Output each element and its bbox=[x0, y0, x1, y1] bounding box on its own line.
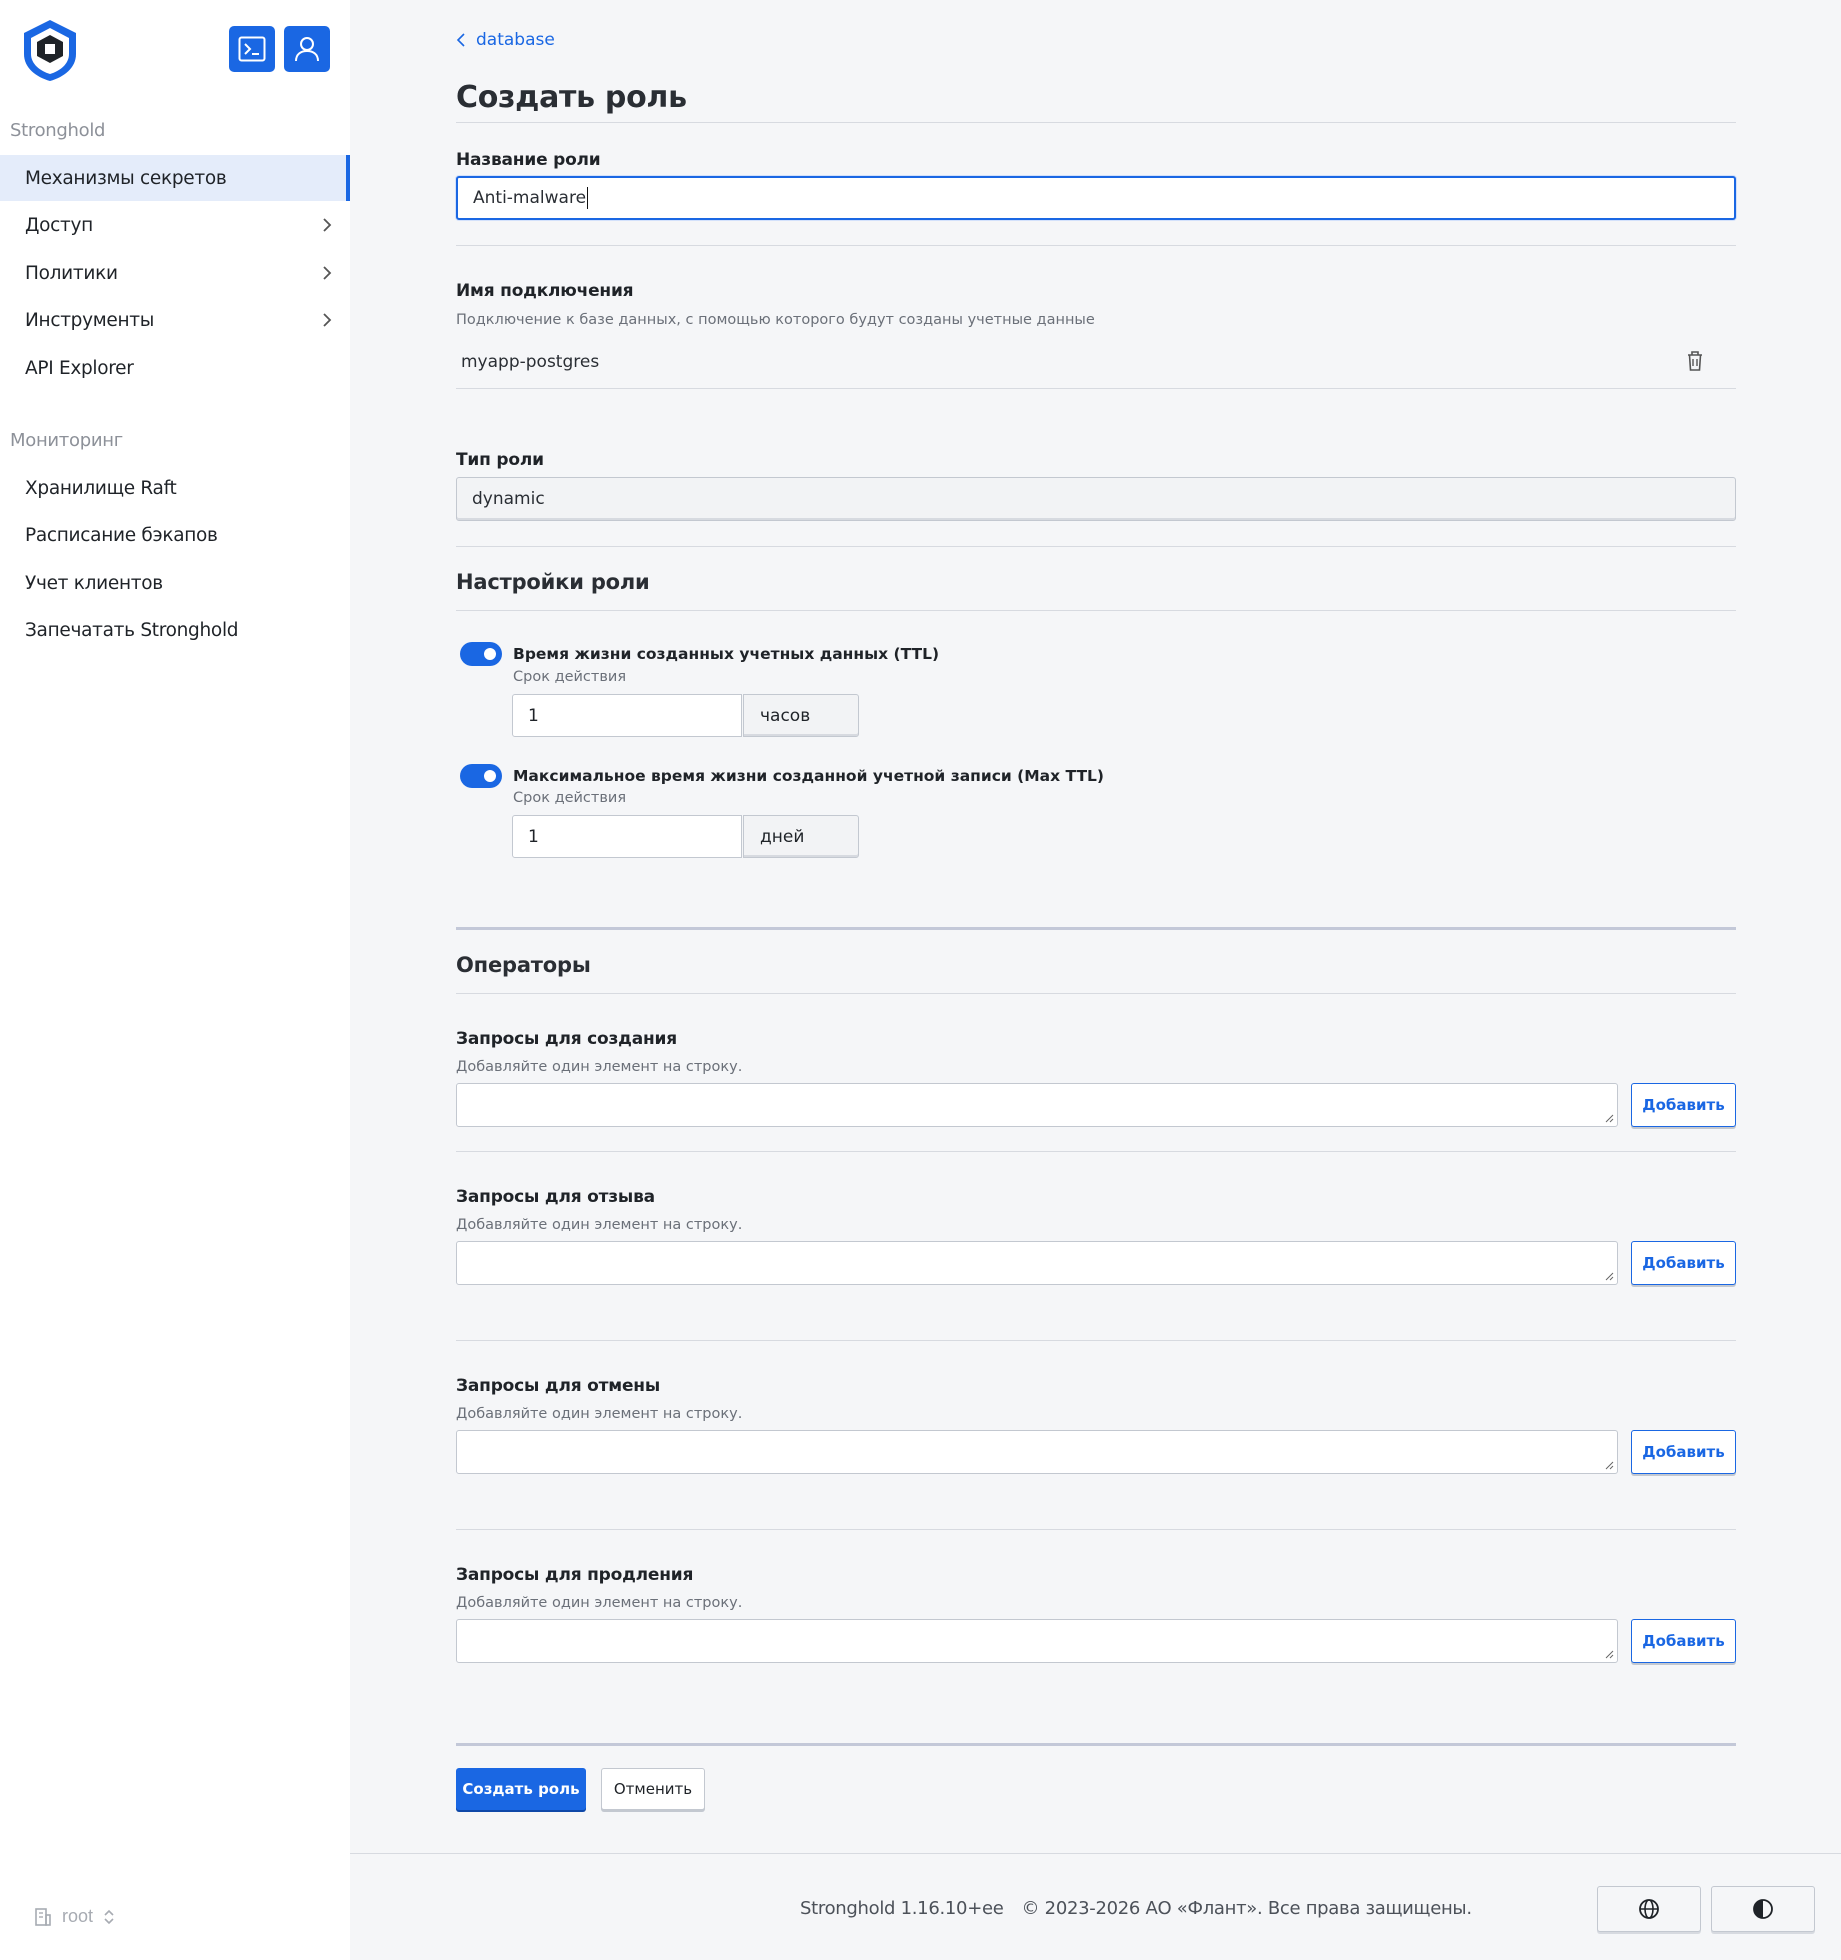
max-ttl-label: Максимальное время жизни созданной учетной записи (Max TTL) bbox=[513, 767, 1104, 785]
cancel-button[interactable]: Отменить bbox=[601, 1768, 705, 1810]
renew-statements-help: Добавляйте один элемент на строку. bbox=[456, 1595, 743, 1611]
rollback-statements-help: Добавляйте один элемент на строку. bbox=[456, 1406, 743, 1422]
rollback-statements-textarea[interactable] bbox=[456, 1430, 1618, 1474]
revocation-statements-help: Добавляйте один элемент на строку. bbox=[456, 1217, 743, 1233]
sidebar-item-access[interactable] bbox=[0, 202, 350, 248]
console-button[interactable] bbox=[229, 26, 275, 72]
revocation-statements-textarea[interactable] bbox=[456, 1241, 1618, 1285]
max-ttl-value-input[interactable] bbox=[512, 815, 742, 858]
rollback-statements-label: Запросы для отмены bbox=[456, 1376, 661, 1396]
main-content bbox=[350, 0, 1841, 1960]
sidebar-item-label: API Explorer bbox=[25, 357, 134, 379]
text-caret bbox=[587, 187, 588, 209]
role-type-value: dynamic bbox=[472, 489, 545, 509]
resize-grip-icon[interactable] bbox=[1605, 1650, 1614, 1659]
max-ttl-toggle[interactable] bbox=[460, 764, 502, 788]
divider bbox=[456, 610, 1736, 611]
max-ttl-value: 1 bbox=[528, 826, 539, 847]
resize-grip-icon[interactable] bbox=[1605, 1272, 1614, 1281]
divider bbox=[456, 993, 1736, 994]
chevron-right-icon bbox=[318, 216, 336, 234]
namespace-switcher[interactable] bbox=[34, 1906, 115, 1927]
sidebar-item-label: Политики bbox=[25, 262, 118, 284]
sidebar-item-label: Механизмы секретов bbox=[25, 167, 227, 189]
divider bbox=[456, 388, 1736, 389]
resize-grip-icon[interactable] bbox=[1605, 1114, 1614, 1123]
add-renew-statement-button[interactable]: Добавить bbox=[1631, 1619, 1736, 1663]
user-menu-button[interactable] bbox=[284, 26, 330, 72]
divider bbox=[456, 1340, 1736, 1341]
divider bbox=[456, 245, 1736, 246]
ttl-unit-select[interactable] bbox=[743, 694, 859, 737]
language-button[interactable] bbox=[1597, 1886, 1701, 1932]
theme-toggle-button[interactable] bbox=[1711, 1886, 1815, 1932]
toggle-knob bbox=[484, 648, 496, 660]
divider bbox=[456, 927, 1736, 930]
sidebar-item-label: Запечатать Stronghold bbox=[25, 619, 239, 641]
create-role-button[interactable]: Создать роль bbox=[456, 1768, 586, 1810]
breadcrumb[interactable] bbox=[456, 30, 555, 50]
chevron-left-icon bbox=[456, 32, 466, 48]
ttl-label: Время жизни созданных учетных данных (TTL) bbox=[513, 645, 940, 663]
divider bbox=[456, 1743, 1736, 1746]
connection-label: Имя подключения bbox=[456, 281, 634, 301]
role-type-field bbox=[456, 477, 1736, 521]
footer-version: Stronghold 1.16.10+ee bbox=[800, 1898, 1004, 1919]
max-ttl-unit-value: дней bbox=[760, 826, 805, 847]
trash-icon[interactable] bbox=[1684, 349, 1706, 373]
user-icon bbox=[293, 35, 321, 63]
add-creation-statement-button[interactable]: Добавить bbox=[1631, 1083, 1736, 1127]
ttl-sublabel: Срок действия bbox=[513, 669, 627, 685]
sidebar-item-backup-schedule[interactable] bbox=[0, 512, 350, 558]
role-name-label: Название роли bbox=[456, 150, 601, 170]
sidebar-item-raft-storage[interactable] bbox=[0, 465, 350, 511]
settings-title: Настройки роли bbox=[456, 570, 650, 594]
role-name-input[interactable] bbox=[456, 176, 1736, 220]
max-ttl-unit-select[interactable] bbox=[743, 815, 859, 858]
ttl-toggle[interactable] bbox=[460, 642, 502, 666]
sidebar-item-policies[interactable] bbox=[0, 250, 350, 296]
sidebar-item-label: Расписание бэкапов bbox=[25, 524, 218, 546]
sidebar-item-seal[interactable] bbox=[0, 607, 350, 653]
terminal-icon bbox=[238, 36, 266, 62]
sidebar-item-label: Доступ bbox=[25, 214, 93, 236]
chevron-right-icon bbox=[318, 311, 336, 329]
creation-statements-help: Добавляйте один элемент на строку. bbox=[456, 1059, 743, 1075]
sidebar-section-monitoring: Мониторинг bbox=[10, 430, 123, 451]
contrast-icon bbox=[1752, 1898, 1774, 1920]
globe-icon bbox=[1638, 1898, 1660, 1920]
toggle-knob bbox=[484, 770, 496, 782]
max-ttl-sublabel: Срок действия bbox=[513, 790, 627, 806]
add-revocation-statement-button[interactable]: Добавить bbox=[1631, 1241, 1736, 1285]
role-name-value: Anti-malware bbox=[473, 188, 587, 208]
stronghold-logo[interactable] bbox=[20, 18, 80, 82]
sidebar-item-label: Учет клиентов bbox=[25, 572, 163, 594]
creation-statements-textarea[interactable] bbox=[456, 1083, 1618, 1127]
add-rollback-statement-button[interactable]: Добавить bbox=[1631, 1430, 1736, 1474]
divider bbox=[456, 1151, 1736, 1152]
namespace-label: root bbox=[62, 1906, 94, 1926]
sidebar-item-tools[interactable] bbox=[0, 297, 350, 343]
sidebar bbox=[0, 0, 350, 1960]
renew-statements-label: Запросы для продления bbox=[456, 1565, 694, 1585]
breadcrumb-link[interactable]: database bbox=[476, 30, 555, 50]
renew-statements-textarea[interactable] bbox=[456, 1619, 1618, 1663]
operators-title: Операторы bbox=[456, 953, 591, 977]
role-type-label: Тип роли bbox=[456, 450, 544, 470]
ttl-value-input[interactable] bbox=[512, 694, 742, 737]
resize-grip-icon[interactable] bbox=[1605, 1461, 1614, 1470]
sidebar-section-stronghold: Stronghold bbox=[10, 120, 106, 141]
creation-statements-label: Запросы для создания bbox=[456, 1029, 677, 1049]
connection-help: Подключение к базе данных, с помощью которого будут созданы учетные данные bbox=[456, 312, 1095, 328]
ttl-unit-value: часов bbox=[760, 705, 811, 726]
sidebar-item-secrets-engines[interactable] bbox=[0, 155, 350, 201]
divider bbox=[456, 122, 1736, 123]
revocation-statements-label: Запросы для отзыва bbox=[456, 1187, 655, 1207]
sidebar-item-api-explorer[interactable] bbox=[0, 345, 350, 391]
sidebar-item-client-count[interactable] bbox=[0, 560, 350, 606]
divider bbox=[456, 546, 1736, 547]
connection-value: myapp-postgres bbox=[461, 352, 600, 372]
building-icon bbox=[34, 1907, 52, 1927]
chevron-updown-icon bbox=[103, 1908, 115, 1926]
ttl-value: 1 bbox=[528, 705, 539, 726]
footer-copyright: © 2023-2026 АО «Флант». Все права защищены. bbox=[1021, 1898, 1472, 1919]
sidebar-item-label: Инструменты bbox=[25, 309, 155, 331]
footer bbox=[800, 1898, 1472, 1919]
footer-divider bbox=[350, 1853, 1841, 1854]
divider bbox=[456, 1529, 1736, 1530]
sidebar-item-label: Хранилище Raft bbox=[25, 477, 177, 499]
page-title: Создать роль bbox=[456, 80, 687, 115]
chevron-right-icon bbox=[318, 264, 336, 282]
